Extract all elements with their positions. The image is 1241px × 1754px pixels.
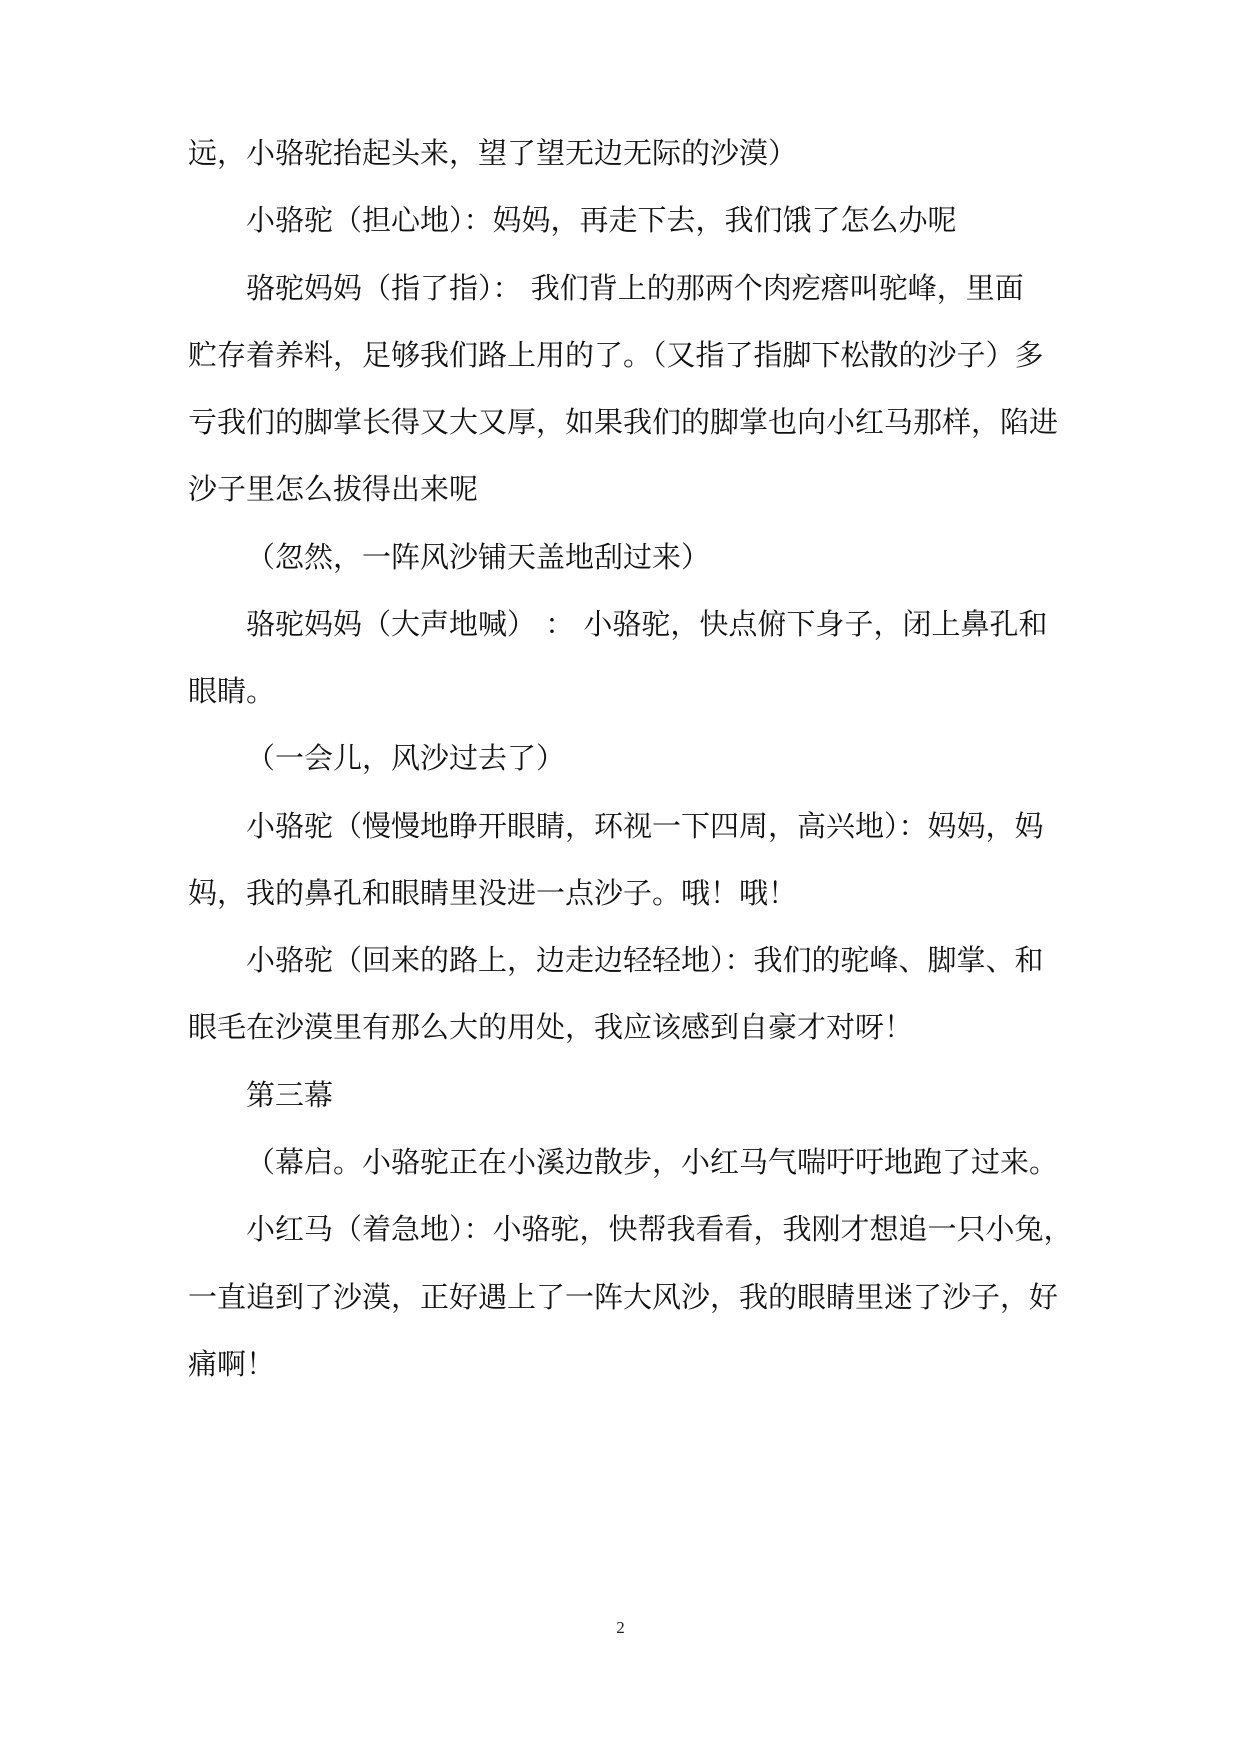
text-line: 骆驼妈妈（指了指）： 我们背上的那两个肉疙瘩叫驼峰，里面: [246, 271, 1024, 305]
text-line: 眼睛。: [188, 674, 276, 708]
text-line: 痛啊！: [188, 1347, 276, 1381]
text-line: （忽然，一阵风沙铺天盖地刮过来）: [246, 540, 711, 574]
text-line: 贮存着养料，足够我们路上用的了。（又指了指脚下松散的沙子）多: [188, 338, 1044, 372]
page-number: 2: [616, 1618, 625, 1637]
text-line: 一直追到了沙漠，正好遇上了一阵大风沙，我的眼睛里迷了沙子，好: [188, 1280, 1059, 1314]
text-line: 小红马（着急地）：小骆驼，快帮我看看，我刚才想追一只小兔，: [246, 1212, 1073, 1246]
text-line: 小骆驼（担心地）：妈妈，再走下去，我们饿了怎么办呢: [246, 203, 957, 237]
text-line: 亏我们的脚掌长得又大又厚，如果我们的脚掌也向小红马那样，陷进: [188, 405, 1059, 439]
text-line: （幕启。小骆驼正在小溪边散步，小红马气喘吁吁地跑了过来。: [246, 1145, 1059, 1179]
text-line: （一会儿，风沙过去了）: [246, 741, 566, 775]
text-line: 远，小骆驼抬起头来，望了望无边无际的沙漠）: [188, 136, 798, 170]
section-heading: 第三幕: [246, 1078, 334, 1112]
text-line: 妈，我的鼻孔和眼睛里没进一点沙子。哦！哦！: [188, 876, 798, 910]
text-line: 骆驼妈妈（大声地喊） ： 小骆驼，快点俯下身子，闭上鼻孔和: [246, 607, 1048, 641]
text-line: 眼毛在沙漠里有那么大的用处，我应该感到自豪才对呀！: [188, 1010, 914, 1044]
text-line: 小骆驼（回来的路上，边走边轻轻地）：我们的驼峰、脚掌、和: [246, 943, 1044, 977]
text-line: 沙子里怎么拔得出来呢: [188, 472, 479, 506]
text-line: 小骆驼（慢慢地睁开眼睛，环视一下四周，高兴地）：妈妈，妈: [246, 809, 1044, 843]
